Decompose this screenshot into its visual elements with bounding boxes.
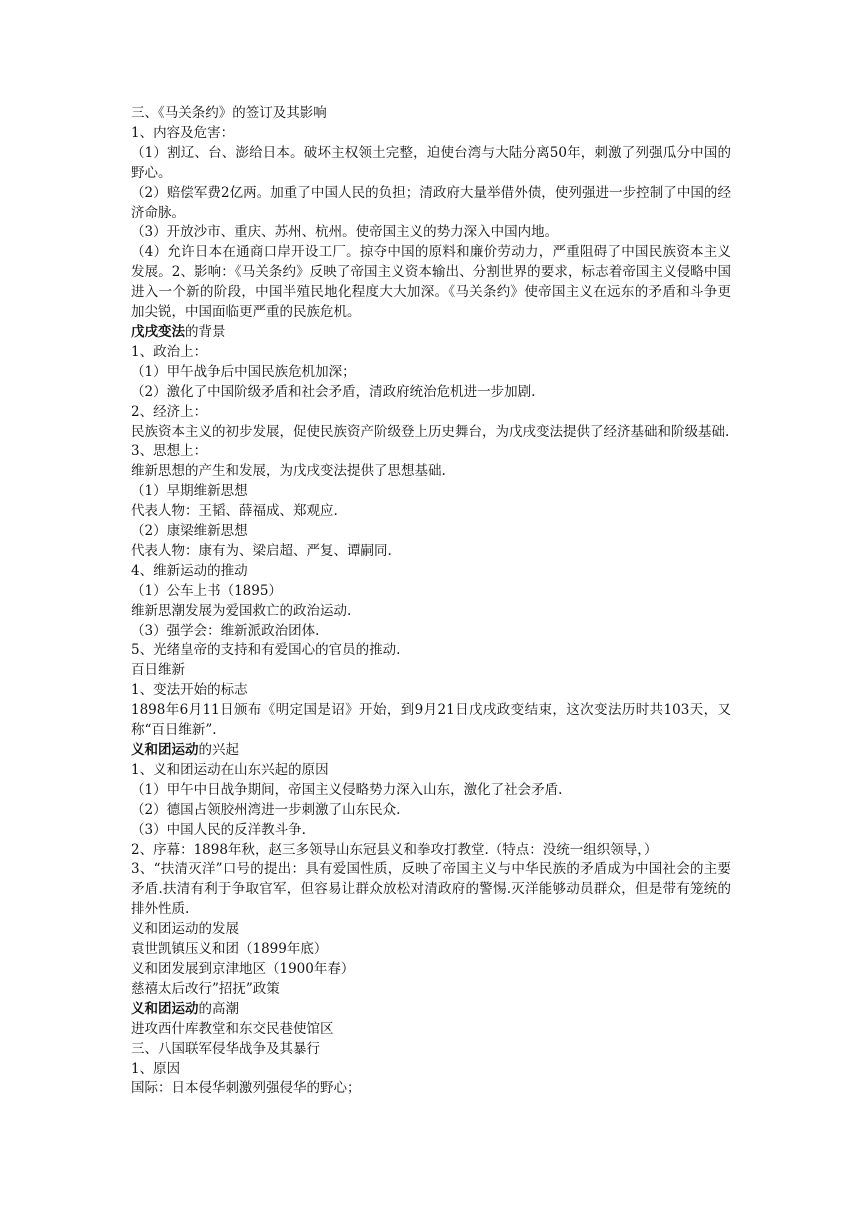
heading-rest: 的高潮	[198, 1000, 239, 1017]
paragraph-line: 义和团运动的发展	[131, 921, 239, 938]
paragraph-line: 2、经济上：	[131, 403, 208, 420]
heading-yihe-rise	[131, 741, 731, 761]
paragraph-line: 2、序幕：1898年秋，赵三多领导山东冠县义和拳攻打教堂.（特点：没统一组织领导，）	[131, 841, 658, 858]
paragraph-line: （1）割辽、台、澎给日本。破坏主权领土完整，迫使台湾与大陆分离50年，刺激了列强瓜分中国的野心。	[131, 144, 731, 181]
heading-wuxu	[131, 323, 731, 343]
heading-bold: 义和团运动	[131, 742, 199, 758]
paragraph-line: 百日维新	[131, 662, 185, 679]
paragraph-line: 国际：日本侵华刺激列强侵华的野心；	[131, 1080, 361, 1097]
paragraph-line: （2）康梁维新思想	[131, 523, 248, 540]
paragraph-line: 1、政治上：	[131, 343, 208, 360]
paragraph-line: （1）甲午中日战争期间，帝国主义侵略势力深入山东，激化了社会矛盾.	[131, 781, 563, 798]
paragraph-line: 1、变法开始的标志	[131, 682, 248, 699]
paragraph-line: 进攻西什库教堂和东交民巷使馆区	[131, 1020, 334, 1037]
heading-yihe-climax	[131, 1000, 731, 1020]
paragraph-line: 5、光绪皇帝的支持和有爱国心的官员的推动.	[131, 642, 401, 659]
paragraph-line: 义和团发展到京津地区（1900年春）	[131, 960, 355, 977]
paragraph-line: （2）激化了中国阶级矛盾和社会矛盾，清政府统治危机进一步加剧.	[131, 383, 536, 400]
paragraph-line: （2）德国占领胶州湾进一步刺激了山东民众.	[131, 801, 401, 818]
paragraph-line: 代表人物：康有为、梁启超、严复、谭嗣同.	[131, 542, 392, 559]
heading-bold: 戊戌变法	[131, 323, 185, 340]
paragraph-line: （3）中国人民的反洋教斗争.	[131, 821, 306, 838]
paragraph-line: 1、原因	[131, 1060, 181, 1077]
paragraph-line: 代表人物：王韬、薛福成、郑观应.	[131, 503, 338, 520]
heading-rest: 的兴起	[198, 742, 239, 758]
paragraph-line: 3、思想上：	[131, 443, 208, 460]
paragraph-line: 民族资本主义的初步发展，促使民族资产阶级登上历史舞台，为戊戌变法提供了经济基础和阶级基础.	[131, 423, 730, 440]
paragraph-line: （3）开放沙市、重庆、苏州、杭州。使帝国主义的势力深入中国内地。	[131, 224, 559, 241]
paragraph-line: 3、“扶清灭洋”口号的提出：具有爱国性质，反映了帝国主义与中华民族的矛盾成为中国社会的主要矛盾.扶清有利于争取官军，但容易让群众放松对清政府的警惕.灭洋能够动员群众，但是带有笼统的排外性质.	[131, 861, 731, 918]
paragraph-line: 慈禧太后改行”招抚”政策	[131, 980, 280, 997]
paragraph-line: 维新思潮发展为爱国救亡的政治运动.	[131, 602, 352, 619]
paragraph-line: （4）允许日本在通商口岸开设工厂。掠夺中国的原料和廉价劳动力，严重阻碍了中国民族资本主义发展。2、影响：《马关条约》反映了帝国主义资本输出、分割世界的要求，标志着帝国主义侵略中国进入一个新的阶段，中国半殖民地化程度大大加深。《马关条约》使帝国主义在远东的矛盾和斗争更加尖锐，中国面临更严重的民族危机。	[131, 244, 731, 321]
paragraph-line: （1）甲午战争后中国民族危机加深；	[131, 363, 356, 380]
heading-rest: 的背景	[185, 323, 226, 340]
paragraph-line: 袁世凯镇压义和团（1899年底）	[131, 941, 328, 958]
paragraph-line: 1、内容及危害：	[131, 124, 235, 141]
paragraph-line: （3）强学会：维新派政治团体.	[131, 622, 320, 639]
paragraph-line: （1）早期维新思想	[131, 483, 248, 500]
paragraph-line: （2）赔偿军费2亿两。加重了中国人民的负担；清政府大量举借外债，使列强进一步控制了中国的经济命脉。	[131, 184, 731, 221]
document-page	[131, 104, 731, 1099]
section-title: 三、八国联军侵华战争及其暴行	[131, 1040, 320, 1057]
paragraph-line: （1）公车上书（1895）	[131, 582, 282, 599]
paragraph-line: 维新思想的产生和发展，为戊戌变法提供了思想基础.	[131, 463, 446, 480]
paragraph-line: 4、维新运动的推动	[131, 562, 248, 579]
paragraph-line: 1898年6月11日颁布《明定国是诏》开始，到9月21日戊戌政变结束，这次变法历时共103天，又称“百日维新”.	[131, 702, 731, 739]
paragraph-line: 1、义和团运动在山东兴起的原因	[131, 761, 329, 778]
heading-bold: 义和团运动	[131, 1000, 199, 1017]
section-title: 三、《马关条约》的签订及其影响	[131, 105, 327, 121]
